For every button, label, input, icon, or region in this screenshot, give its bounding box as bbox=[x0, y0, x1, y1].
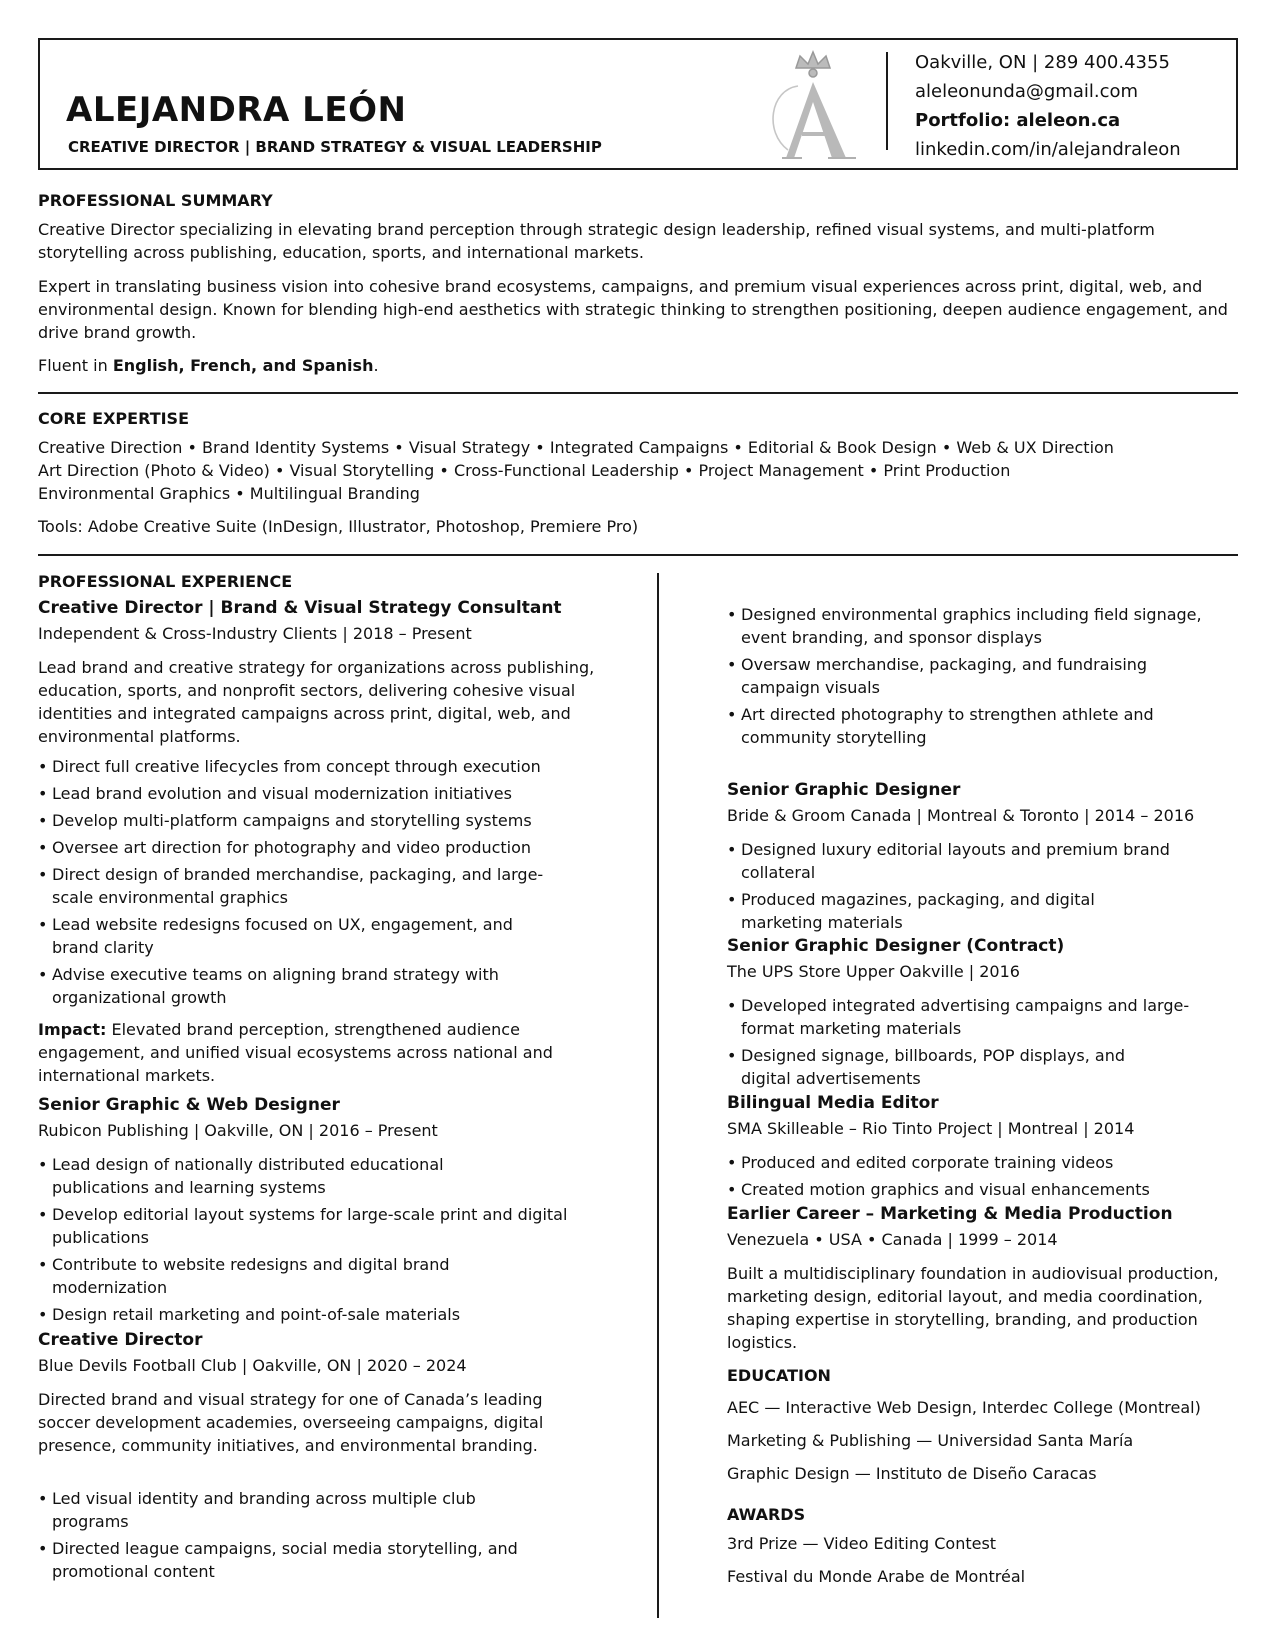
awards-heading: AWARDS bbox=[727, 1505, 806, 1524]
list-item: • Contribute to website redesigns and digital brand modernization bbox=[38, 1253, 472, 1299]
candidate-name: ALEJANDRA LEÓN bbox=[66, 90, 407, 130]
job-bullets bbox=[38, 1153, 598, 1330]
job-employer: Venezuela • USA • Canada | 1999 – 2014 bbox=[727, 1230, 1058, 1249]
expertise-heading: CORE EXPERTISE bbox=[38, 409, 190, 428]
job-title: Senior Graphic Designer (Contract) bbox=[727, 936, 1065, 956]
crowned-monogram-icon bbox=[758, 46, 868, 164]
job-employer: Blue Devils Football Club | Oakville, ON | 2020 – 2024 bbox=[38, 1356, 467, 1375]
job-title: Creative Director | Brand & Visual Strategy Consultant bbox=[38, 598, 562, 618]
education-item: Graphic Design — Instituto de Diseño Caracas bbox=[727, 1464, 1097, 1483]
languages-list: English, French, and Spanish bbox=[112, 356, 374, 375]
list-item: • Direct full creative lifecycles from concept through execution bbox=[38, 755, 618, 778]
list-item: • Produced magazines, packaging, and digital marketing materials bbox=[727, 888, 1171, 934]
job-bullets bbox=[38, 755, 618, 1013]
job-title: Senior Graphic Designer bbox=[727, 780, 961, 800]
list-item: • Designed signage, billboards, POP displays, and digital advertisements bbox=[727, 1044, 1171, 1090]
job-employer: The UPS Store Upper Oakville | 2016 bbox=[727, 962, 1020, 981]
job-bullets bbox=[38, 1487, 598, 1587]
job-employer: Independent & Cross-Industry Clients | 2018 – Present bbox=[38, 624, 472, 643]
list-item: • Direct design of branded merchandise, packaging, and large-scale environmental graphics bbox=[38, 863, 562, 909]
list-item: • Directed league campaigns, social media storytelling, and promotional content bbox=[38, 1537, 592, 1583]
header-divider bbox=[886, 52, 888, 150]
expertise-line: Creative Direction • Brand Identity Systems • Visual Strategy • Integrated Campaigns • Editorial & Book Design • Web & UX Direction bbox=[38, 438, 1114, 457]
job-employer: Rubicon Publishing | Oakville, ON | 2016 – Present bbox=[38, 1121, 438, 1140]
contact-block bbox=[915, 48, 1181, 164]
expertise-line: Environmental Graphics • Multilingual Branding bbox=[38, 484, 420, 503]
list-item: • Art directed photography to strengthen athlete and community storytelling bbox=[727, 703, 1231, 749]
languages-line bbox=[38, 354, 379, 377]
education-item: AEC — Interactive Web Design, Interdec College (Montreal) bbox=[727, 1398, 1201, 1417]
list-item: • Lead website redesigns focused on UX, engagement, and brand clarity bbox=[38, 913, 562, 959]
impact-label: Impact: bbox=[38, 1020, 107, 1039]
impact-statement bbox=[38, 1018, 598, 1087]
list-item: • Designed luxury editorial layouts and premium brand collateral bbox=[727, 838, 1171, 884]
education-item: Marketing & Publishing — Universidad Santa María bbox=[727, 1431, 1134, 1450]
expertise-line: Art Direction (Photo & Video) • Visual Storytelling • Cross-Functional Leadership • Project Management • Print Production bbox=[38, 461, 1011, 480]
summary-paragraph-1: Creative Director specializing in elevating brand perception through strategic design leadership, refined visual systems, and multi-platform storytelling across publishing, education, sports, and international markets. bbox=[38, 220, 1155, 262]
section-divider bbox=[38, 554, 1238, 556]
location-phone: Oakville, ON | 289 400.4355 bbox=[915, 52, 1170, 73]
languages-prefix: Fluent in bbox=[38, 356, 113, 375]
job-title: Creative Director bbox=[38, 1330, 203, 1350]
job-description: Lead brand and creative strategy for organizations across publishing, education, sports, and nonprofit sectors, delivering cohesive visual identities and integrated campaigns across print, digital, web, and environmental platforms. bbox=[38, 658, 595, 746]
section-divider bbox=[38, 392, 1238, 394]
portfolio-link[interactable]: Portfolio: aleleon.ca bbox=[915, 110, 1121, 131]
award-item: 3rd Prize — Video Editing Contest bbox=[727, 1534, 997, 1553]
summary-heading: PROFESSIONAL SUMMARY bbox=[38, 191, 273, 210]
job-bullets bbox=[727, 838, 1247, 938]
job-employer: SMA Skilleable – Rio Tinto Project | Montreal | 2014 bbox=[727, 1119, 1135, 1138]
job-title: Bilingual Media Editor bbox=[727, 1093, 939, 1113]
experience-heading: PROFESSIONAL EXPERIENCE bbox=[38, 572, 293, 591]
list-item: • Oversee art direction for photography and video production bbox=[38, 836, 618, 859]
list-item: • Led visual identity and branding across multiple club programs bbox=[38, 1487, 512, 1533]
email-link[interactable]: aleleonunda@gmail.com bbox=[915, 81, 1139, 102]
list-item: • Designed environmental graphics including field signage, event branding, and sponsor displays bbox=[727, 603, 1247, 649]
list-item: • Produced and edited corporate training videos bbox=[727, 1151, 1257, 1174]
job-description: Built a multidisciplinary foundation in audiovisual production, marketing design, editorial layout, and media coordination, shaping expertise in storytelling, branding, and production logistics. bbox=[727, 1264, 1219, 1352]
list-item: • Lead brand evolution and visual modernization initiatives bbox=[38, 782, 618, 805]
job-bullets bbox=[727, 603, 1247, 753]
list-item: • Created motion graphics and visual enhancements bbox=[727, 1178, 1257, 1201]
job-bullets bbox=[727, 1151, 1257, 1205]
list-item: • Develop editorial layout systems for large-scale print and digital publications bbox=[38, 1203, 598, 1249]
list-item: • Developed integrated advertising campaigns and large-format marketing materials bbox=[727, 994, 1211, 1040]
column-divider bbox=[657, 573, 659, 1618]
list-item: • Lead design of nationally distributed educational publications and learning systems bbox=[38, 1153, 522, 1199]
list-item: • Design retail marketing and point-of-sale materials bbox=[38, 1303, 598, 1326]
candidate-title: CREATIVE DIRECTOR | BRAND STRATEGY & VISUAL LEADERSHIP bbox=[68, 138, 602, 156]
impact-text: Elevated brand perception, strengthened audience engagement, and unified visual ecosystems across national and international markets. bbox=[38, 1020, 553, 1085]
job-employer: Bride & Groom Canada | Montreal & Toronto | 2014 – 2016 bbox=[727, 806, 1195, 825]
award-item: Festival du Monde Arabe de Montréal bbox=[727, 1567, 1026, 1586]
education-heading: EDUCATION bbox=[727, 1366, 831, 1385]
summary-paragraph-2: Expert in translating business vision into cohesive brand ecosystems, campaigns, and premium visual experiences across print, digital, web, and environmental design. Known for blending high-end aesthetics with strategic thinking to strengthen positioning, deepen audience engagement, and drive brand growth. bbox=[38, 277, 1228, 342]
languages-suffix: . bbox=[373, 356, 379, 375]
list-item: • Advise executive teams on aligning brand strategy with organizational growth bbox=[38, 963, 562, 1009]
job-title: Senior Graphic & Web Designer bbox=[38, 1095, 340, 1115]
list-item: • Develop multi-platform campaigns and storytelling systems bbox=[38, 809, 618, 832]
job-description: Directed brand and visual strategy for one of Canada’s leading soccer development academies, overseeing campaigns, digital presence, community initiatives, and environmental branding. bbox=[38, 1390, 544, 1455]
job-title: Earlier Career – Marketing & Media Production bbox=[727, 1204, 1173, 1224]
list-item: • Oversaw merchandise, packaging, and fundraising campaign visuals bbox=[727, 653, 1211, 699]
linkedin-link[interactable]: linkedin.com/in/alejandraleon bbox=[915, 139, 1181, 160]
resume-header bbox=[38, 38, 1238, 170]
job-bullets bbox=[727, 994, 1247, 1094]
tools-line: Tools: Adobe Creative Suite (InDesign, Illustrator, Photoshop, Premiere Pro) bbox=[38, 517, 639, 536]
